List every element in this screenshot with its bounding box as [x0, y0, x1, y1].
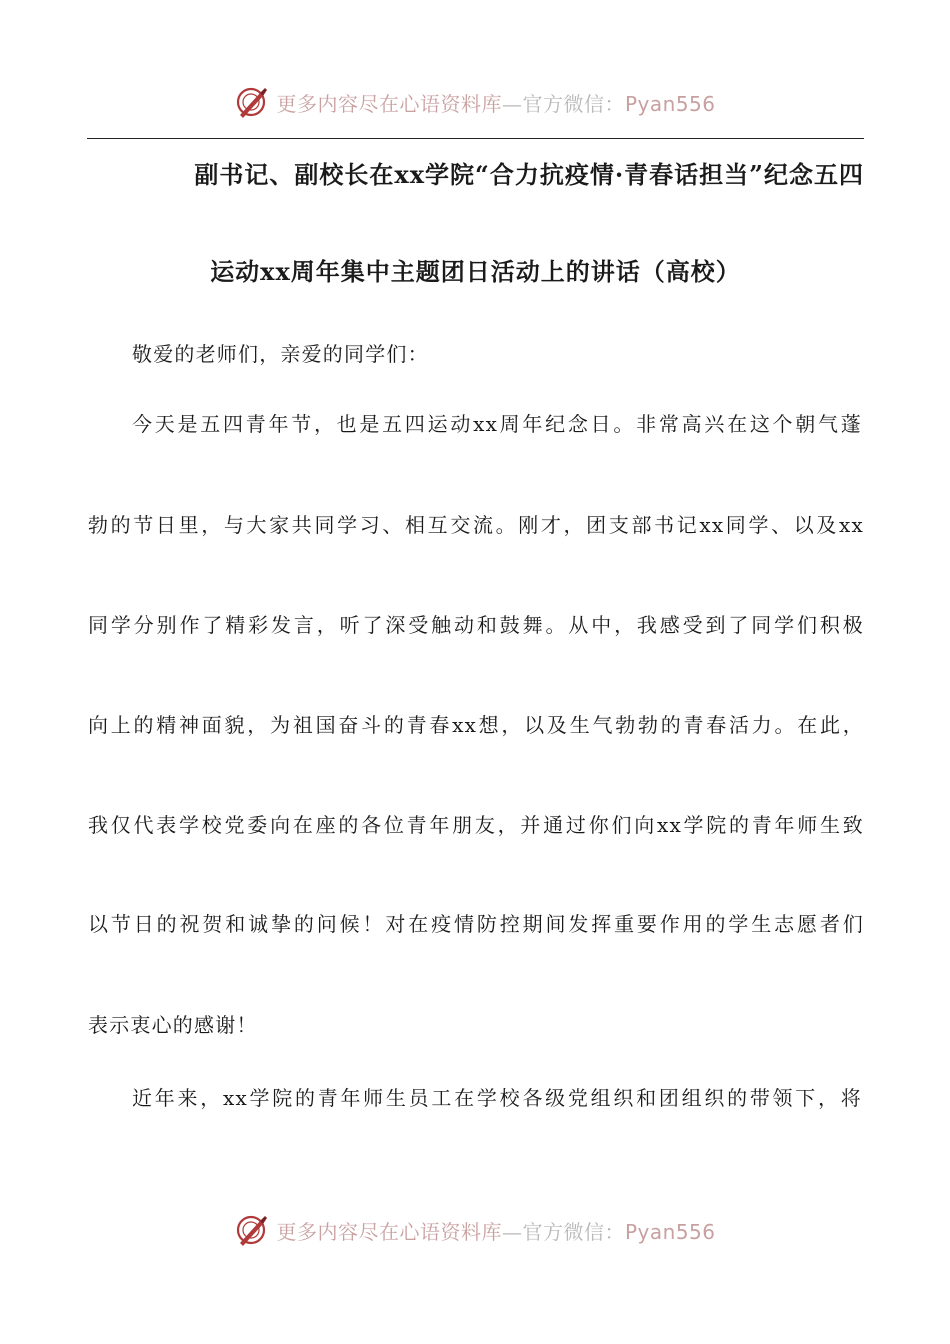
banner-label: 官方微信： — [522, 1219, 625, 1244]
paragraph-1-line: 勃的节日里，与大家共同学习、相互交流。刚才，团支部书记xx同学、以及xx — [88, 513, 864, 537]
page-title-line-2: 运动xx周年集中主题团日活动上的讲话（高校） — [210, 257, 741, 286]
pen-logo-icon — [234, 85, 268, 119]
header-divider — [87, 138, 864, 139]
banner-separator: — — [501, 91, 523, 116]
paragraph-1-line: 向上的精神面貌，为祖国奋斗的青春xx想，以及生气勃勃的青春活力。在此， — [88, 713, 864, 737]
paragraph-2-line: 近年来，xx学院的青年师生员工在学校各级党组织和团组织的带领下，将 — [132, 1086, 862, 1110]
banner-main-text: 更多内容尽在心语资料库 — [276, 91, 502, 116]
paragraph-1-line: 表示衷心的感谢！ — [88, 1013, 258, 1037]
footer-banner — [0, 1210, 950, 1250]
greeting: 敬爱的老师们，亲爱的同学们： — [132, 342, 429, 366]
banner-wechat-id: Pyan556 — [624, 91, 716, 116]
header-banner — [0, 82, 950, 122]
banner-separator: — — [501, 1219, 523, 1244]
banner-text — [276, 1216, 715, 1245]
paragraph-1-line: 我仅代表学校党委向在座的各位青年朋友，并通过你们向xx学院的青年师生致 — [88, 813, 864, 837]
banner-wechat-id: Pyan556 — [624, 1219, 716, 1244]
page-title-line-1: 副书记、副校长在xx学院“合力抗疫情·青春话担当”纪念五四 — [194, 160, 864, 189]
pen-logo-icon — [234, 1213, 268, 1247]
banner-main-text: 更多内容尽在心语资料库 — [276, 1219, 502, 1244]
paragraph-1-line: 今天是五四青年节，也是五四运动xx周年纪念日。非常高兴在这个朝气蓬 — [132, 412, 862, 436]
paragraph-1-line: 同学分别作了精彩发言，听了深受触动和鼓舞。从中，我感受到了同学们积极 — [88, 613, 864, 637]
paragraph-1-line: 以节日的祝贺和诚挚的问候！对在疫情防控期间发挥重要作用的学生志愿者们 — [88, 912, 864, 936]
banner-label: 官方微信： — [522, 91, 625, 116]
banner-text — [276, 88, 715, 117]
